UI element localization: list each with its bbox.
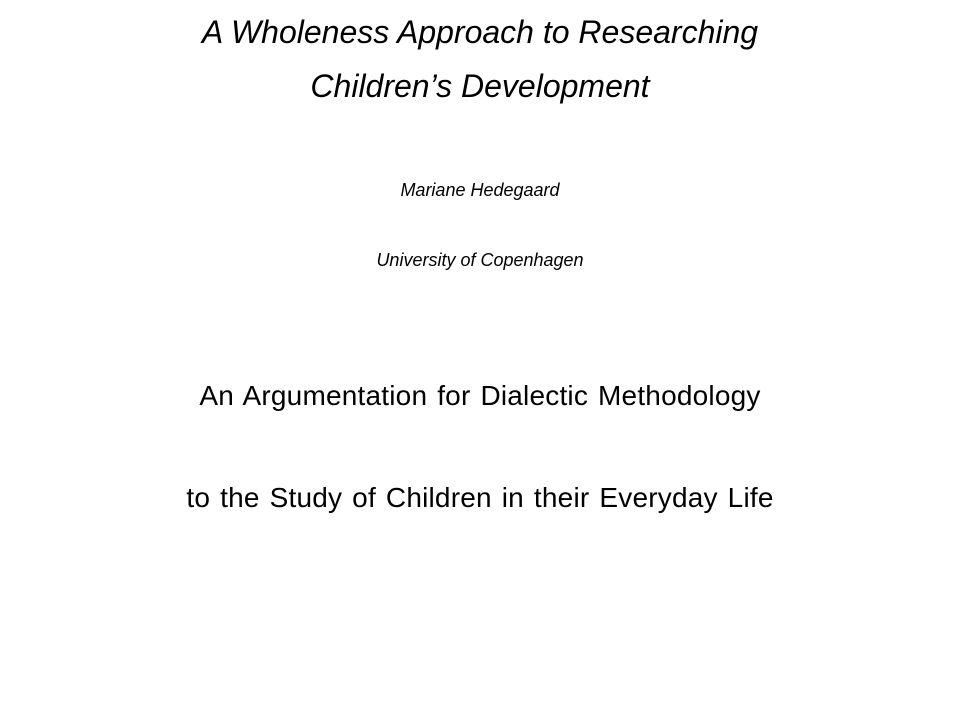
slide-subtitle-line-1: An Argumentation for Dialectic Methodology	[199, 380, 761, 411]
slide-title-line-1: A Wholeness Approach to Researching	[201, 14, 759, 50]
slide-subtitle-line-2: to the Study of Children in their Everyday Life	[186, 482, 774, 513]
author-affiliation: University of Copenhagen	[376, 250, 584, 270]
slide-title-line-2: Children’s Development	[310, 68, 650, 104]
author-name: Mariane Hedegaard	[400, 180, 560, 200]
